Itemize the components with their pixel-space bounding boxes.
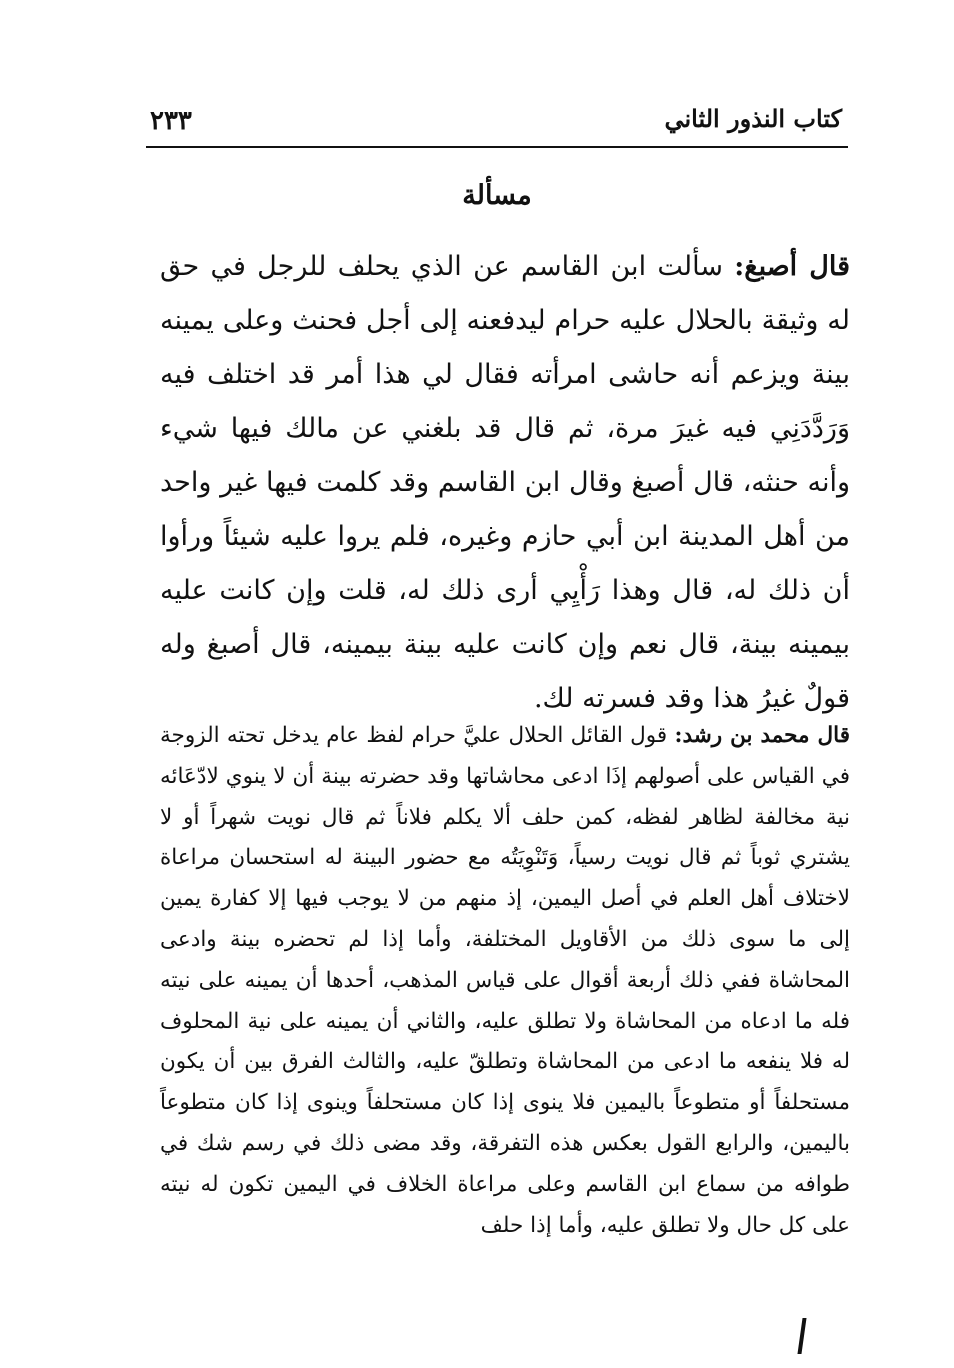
paragraph-ibn-rushd [160,716,850,1246]
paragraph-ibn-rushd-text: قول القائل الحلال عليَّ حرام لفظ عام يدخل تحته الزوجة في القياس على أصولهم إذَا ادعى محاشاتها وقد حضرته بينة أن لا ينوي لادّعَائه نية مخالفة لظاهر لفظه، كمن حلف ألا يكلم فلاناً ثم قال نويت شهراً أو لا يشتري ثوباً ثم قال نويت رسياً، وَتَنْوِيَتُه مع حضور البينة له استحسان مراعاة لاختلاف أهل العلم في أصل اليمين، إذ منهم من لا يوجب فيها إلا كفارة يمين إلى ما سوى ذلك من الأقاويل المختلفة، وأما إذا لم تحضره بينة وادعى المحاشاة ففي ذلك أربعة أقوال على قياس المذهب، أحدها أن يمينه على نيته فله ما ادعاه من المحاشاة ولا تطلق عليه، والثاني أن يمينه على نية المحلوف له فلا ينفعه ما ادعى من المحاشاة وتطلقّ عليه، والثالث الفرق بين أن يكون مستحلفاً أو متطوعاً باليمين فلا ينوى إذا كان مستحلفاً وينوى إذا كان متطوعاً باليمين، والرابع القول بعكس هذه التفرقة، وقد مضى ذلك في رسم شك في طوافه من سماع ابن القاسم وعلى مراعاة الخلاف في اليمين تكون له نيته على كل حال ولا تطلق عليه، وأما إذا حلف [160,723,850,1238]
footer-mark [797,1318,806,1354]
paragraph-asbagh [160,240,850,726]
running-head-title: كتاب النذور الثاني [664,104,842,133]
paragraph-asbagh-lead: قال أصبغ: [734,251,850,282]
paragraph-ibn-rushd-lead: قال محمد بن رشد: [674,723,851,748]
section-title: مسألة [462,180,532,211]
header-rule [146,146,848,148]
running-header [146,104,848,148]
page-number: ٢٣٣ [150,106,192,136]
paragraph-asbagh-text: سألت ابن القاسم عن الذي يحلف للرجل في حق له وثيقة بالحلال عليه حرام ليدفعنه إلى أجل فحنث وعلى يمينه بينة ويزعم أنه حاشى امرأته فقال لي هذا أمر قد اختلف فيه وَرَدَّدَنِي فيه غيرَ مرة، ثم قال قد بلغني عن مالك فيها شيء وأنه حنثه، قال أصبغ وقال ابن القاسم وقد كلمت فيها غير واحد من أهل المدينة ابن أبي حازم وغيره، فلم يروا عليه شيئاً ورأوا أن ذلك له، قال وهذا رَأْيِي أرى ذلك له، قلت وإن كانت عليه بيمينه بينة، قال نعم وإن كانت عليه بينة بيمينه، قال أصبغ وله قولٌ غيرُ هذا وقد فسرته لك. [160,251,850,714]
